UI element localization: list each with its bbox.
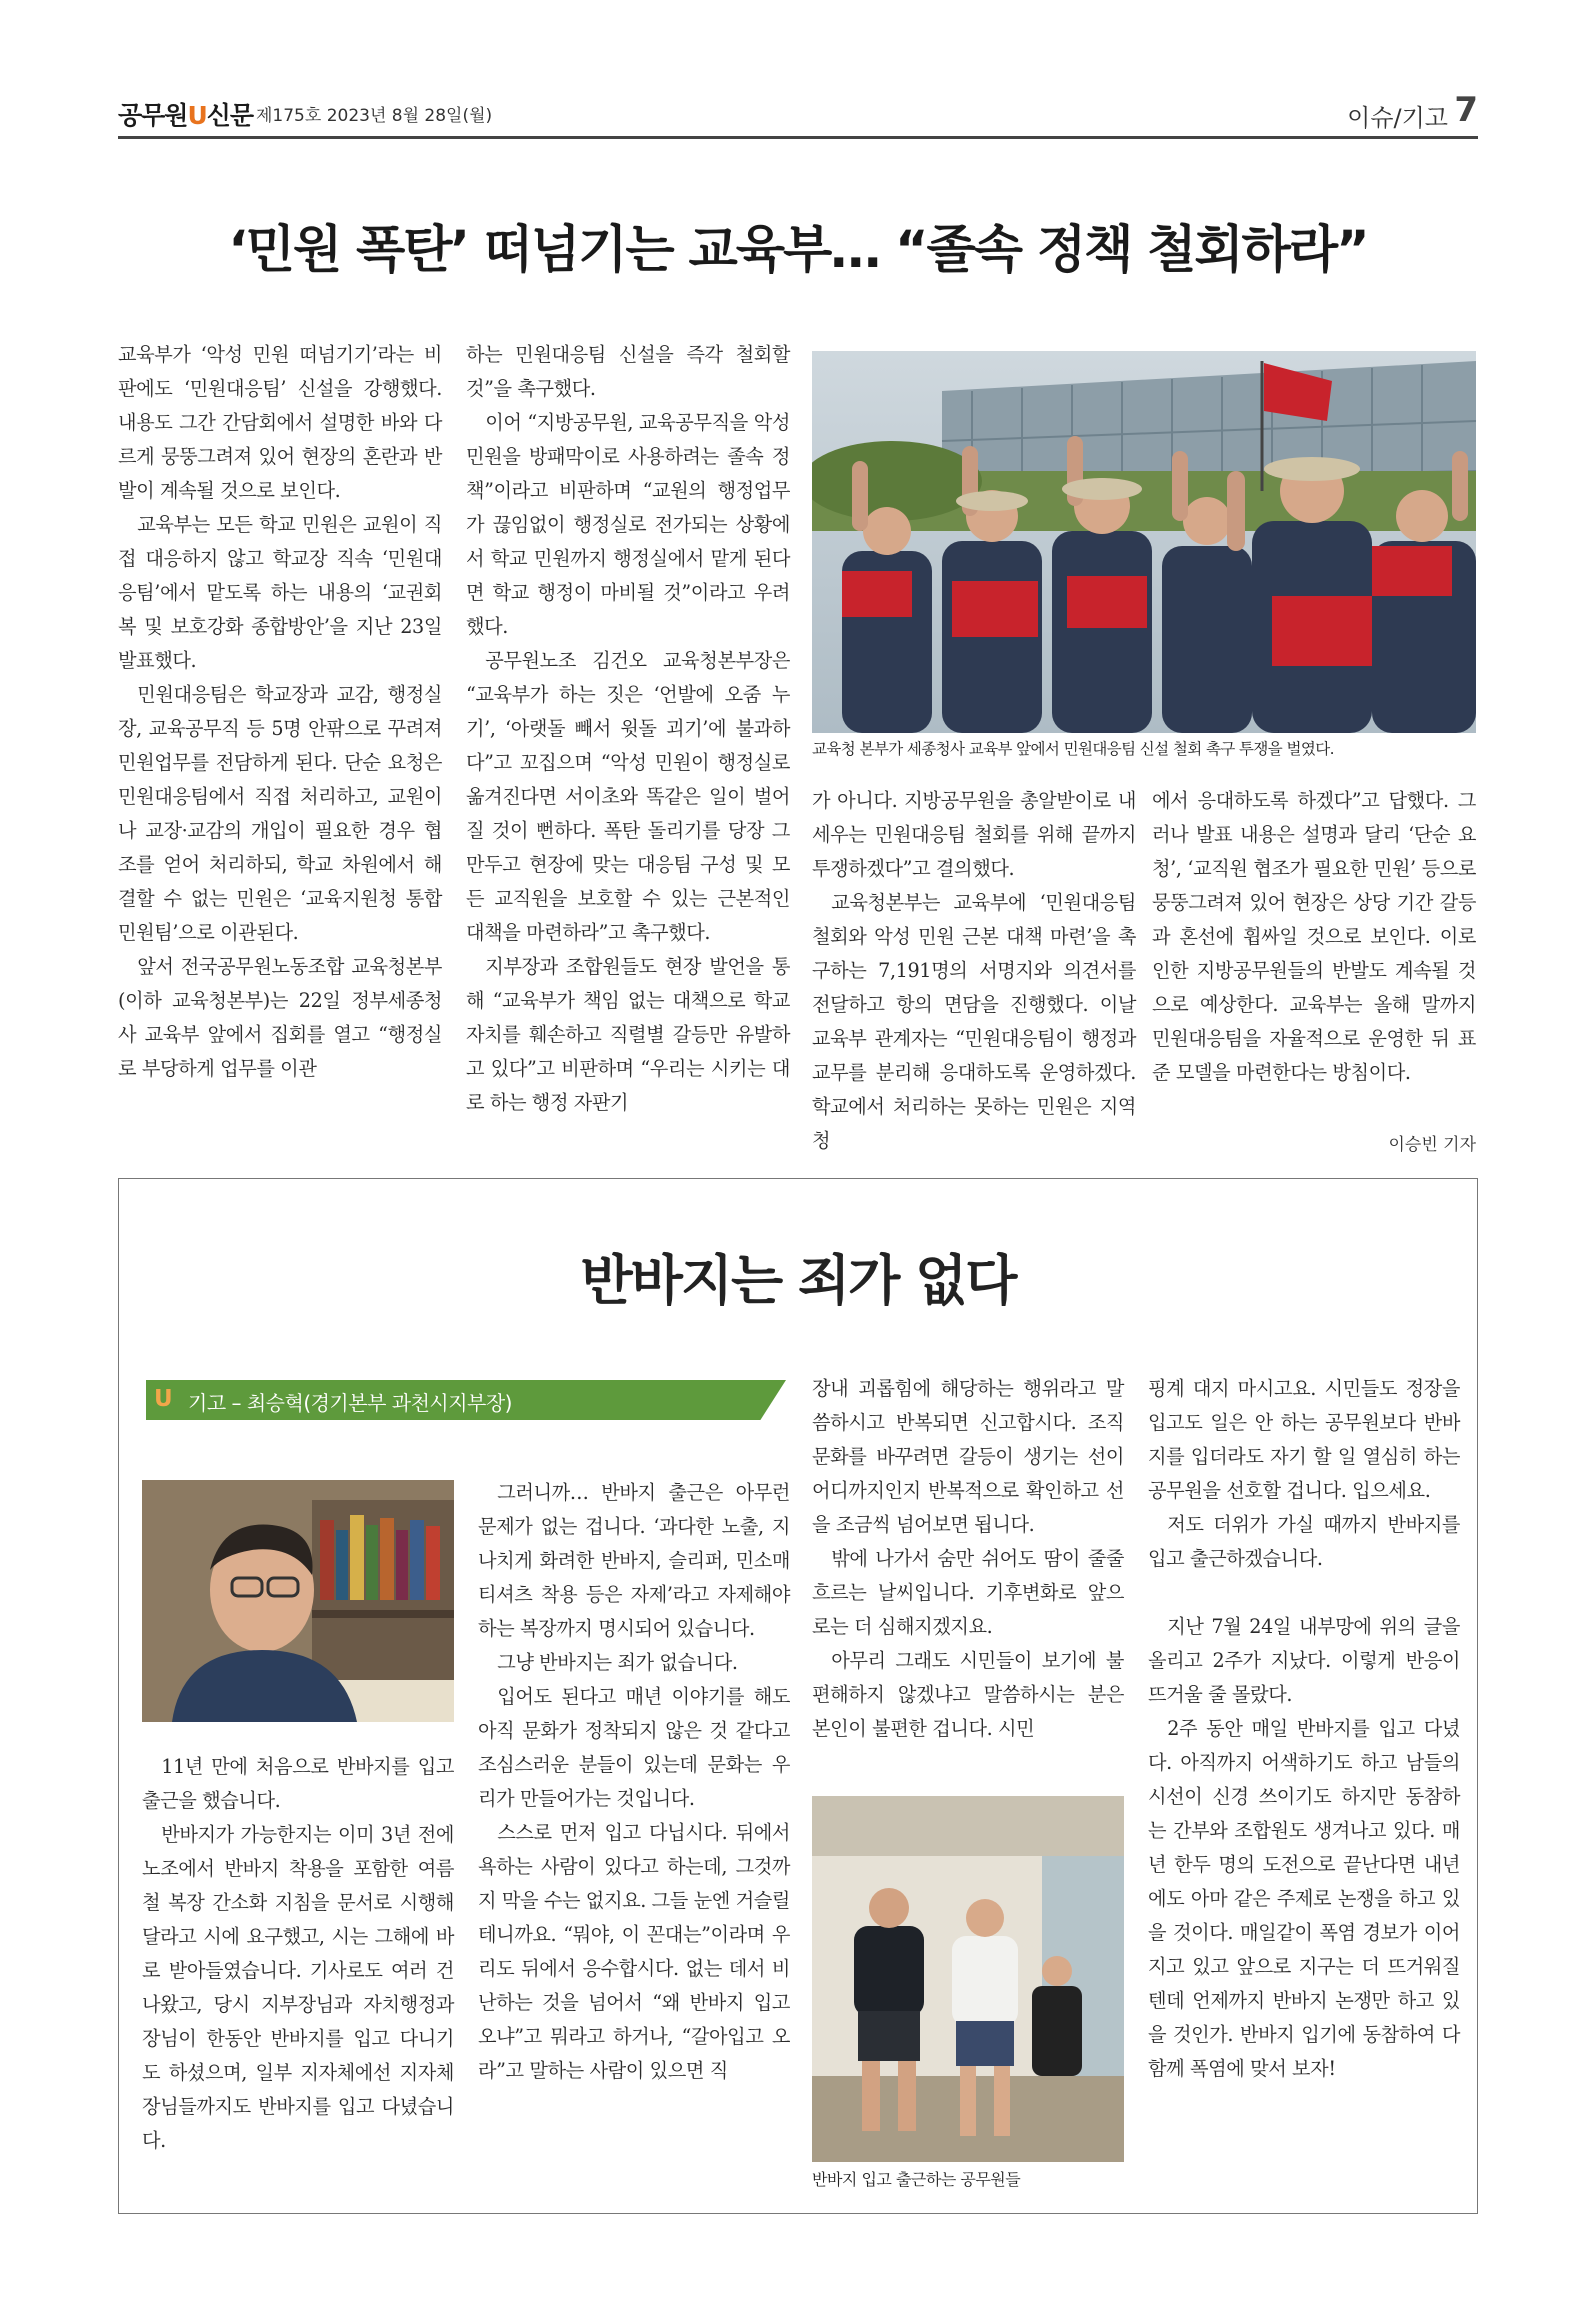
article2-column-2	[478, 1476, 790, 2088]
logo-u-icon: U	[187, 101, 207, 130]
article1-column-2	[466, 338, 790, 1120]
masthead	[118, 90, 1478, 136]
paragraph: 에서 응대하도록 하겠다”고 답했다. 그러나 발표 내용은 설명과 달리 ‘단순 요청’, ‘교직원 협조가 필요한 민원’ 등으로 뭉뚱그려져 있어 현장은 상당 기간 갈등과 혼선에 휩싸일 것으로 보인다. 이로 인한 지방공무원들의 반발도 계속될 것으로 예상한다. 교육부는 올해 말까지 민원대응팀을 자율적으로 운영한 뒤 표준 모델을 마련한다는 방침이다.	[1152, 789, 1476, 1084]
paragraph: 장내 괴롭힘에 해당하는 행위라고 말씀하시고 반복되면 신고합시다. 조직 문화를 바꾸려면 갈등이 생기는 선이 어디까지인지 반복적으로 확인하고 선을 조금씩 넘어보면 됩니다.	[812, 1377, 1124, 1536]
paragraph: 스스로 먼저 입고 다닙시다. 뒤에서 욕하는 사람이 있다고 하는데, 그것까지 막을 수는 없지요. 그들 눈엔 거슬릴 테니까요. “뭐야, 이 꼰대는”이라며 우리도 뒤에서 응수합시다. 없는 데서 비난하는 것을 넘어서 “왜 반바지 입고 오냐”고 뭐라고 하거나, “갈아입고 오라”고 말하는 사람이 있으면 직	[478, 1821, 790, 2082]
contributor-banner	[146, 1380, 786, 1420]
shorts-photo-caption: 반바지 입고 출근하는 공무원들	[812, 2170, 1021, 2189]
article1-column-4	[1152, 784, 1476, 1090]
contributor-label: 기고 – 최승혁(경기본부 과천시지부장)	[188, 1391, 512, 1415]
paragraph: 핑계 대지 마시고요. 시민들도 정장을 입고도 일은 안 하는 공무원보다 반바지를 입더라도 자기 할 일 열심히 하는 공무원을 선호할 겁니다. 입으세요.	[1148, 1377, 1460, 1502]
protest-photo-image	[812, 351, 1476, 733]
paragraph: 반바지가 가능한지는 이미 3년 전에 노조에서 반바지 착용을 포함한 여름철 복장 간소화 지침을 문서로 시행해달라고 시에 요구했고, 시는 그해에 바로 받아들였습니다. 기사로도 여러 건 나왔고, 당시 지부장님과 자치행정과장님이 한동안 반바지를 입고 다니기도 하셨으며, 일부 지자체에선 지자체장님들까지도 반바지를 입고 다녔습니다.	[142, 1823, 454, 2152]
section-name: 이슈/기고	[1347, 104, 1448, 132]
author-photo	[142, 1480, 454, 1722]
paragraph: 지부장과 조합원들도 현장 발언을 통해 “교육부가 책임 없는 대책으로 학교 자치를 훼손하고 직렬별 갈등만 유발하고 있다”고 비판하며 “우리는 시키는 대로 하는 행정 자판기	[466, 955, 790, 1114]
paragraph: 하는 민원대응팀 신설을 즉각 철회할 것”을 촉구했다.	[466, 343, 790, 400]
article2-headline: 반바지는 죄가 없다	[580, 1248, 1016, 1312]
paragraph: 교육부가 ‘악성 민원 떠넘기기’라는 비판에도 ‘민원대응팀’ 신설을 강행했다. 내용도 그간 간담회에서 설명한 바와 다르게 뭉뚱그려져 있어 현장의 혼란과 반발이 계속될 것으로 보인다.	[118, 343, 442, 502]
masthead-rule	[118, 136, 1478, 139]
article2-column-1	[142, 1750, 454, 2158]
article2-column-3	[812, 1372, 1124, 1746]
shorts-photo	[812, 1796, 1124, 2162]
paragraph: 앞서 전국공무원노동조합 교육청본부(이하 교육청본부)는 22일 정부세종청사 교육부 앞에서 집회를 열고 “행정실로 부당하게 업무를 이관	[118, 955, 442, 1080]
article2-column-4	[1148, 1372, 1460, 1576]
article1-byline: 이승빈 기자	[1388, 1135, 1476, 1155]
article1-column-3	[812, 784, 1136, 1158]
paragraph: 입어도 된다고 매년 이야기를 해도 아직 문화가 정착되지 않은 것 같다고 조심스러운 분들이 있는데 문화는 우리가 만들어가는 것입니다.	[478, 1685, 790, 1810]
paragraph: 밖에 나가서 숨만 쉬어도 땀이 줄줄 흐르는 날씨입니다. 기후변화로 앞으로는 더 심해지겠지요.	[812, 1547, 1124, 1638]
author-photo-image	[142, 1480, 454, 1722]
paragraph: 그러니까… 반바지 출근은 아무런 문제가 없는 겁니다. ‘과다한 노출, 지나치게 화려한 반바지, 슬리퍼, 민소매 티셔츠 착용 등은 자제’라고 자제해야 하는 복장까지 명시되어 있습니다.	[478, 1481, 790, 1640]
article2-column-4-afterword	[1148, 1610, 1460, 2086]
issue-info: 제175호 2023년 8월 28일(월)	[256, 106, 493, 126]
paragraph: 공무원노조 김건오 교육청본부장은 “교육부가 하는 짓은 ‘언발에 오줌 누기’, ‘아랫돌 빼서 윗돌 괴기’에 불과하다”고 꼬집으며 “악성 민원이 행정실로 옮겨진다면 서이초와 똑같은 일이 벌어질 것이 뻔하다. 폭탄 돌리기를 당장 그만두고 현장에 맞는 대응팀 구성 및 모든 교직원을 보호할 수 있는 근본적인 대책을 마련하라”고 촉구했다.	[466, 649, 790, 944]
protest-photo	[812, 351, 1476, 733]
paragraph: 교육청본부는 교육부에 ‘민원대응팀 철회와 악성 민원 근본 대책 마련’을 촉구하는 7,191명의 서명지와 의견서를 전달하고 항의 면담을 진행했다. 이날 교육부 관계자는 “민원대응팀이 행정과 교무를 분리해 응대하도록 운영하겠다. 학교에서 처리하는 못하는 민원은 지역청	[812, 891, 1136, 1152]
paragraph: 가 아니다. 지방공무원을 총알받이로 내세우는 민원대응팀 철회를 위해 끝까지 투쟁하겠다”고 결의했다.	[812, 789, 1136, 880]
article1-headline: ‘민원 폭탄’ 떠넘기는 교육부… “졸속 정책 철회하라”	[228, 221, 1368, 280]
contributor-logo-icon: U	[154, 1386, 173, 1412]
paragraph: 지난 7월 24일 내부망에 위의 글을 올리고 2주가 지났다. 이렇게 반응이 뜨거울 줄 몰랐다.	[1148, 1615, 1460, 1706]
shorts-photo-image	[812, 1796, 1124, 2162]
logo-text-pre: 공무원	[118, 101, 188, 130]
article1-column-1	[118, 338, 442, 1086]
paragraph: 아무리 그래도 시민들이 보기에 불편해하지 않겠냐고 말씀하시는 분은 본인이 불편한 겁니다. 시민	[812, 1649, 1124, 1740]
paragraph: 민원대응팀은 학교장과 교감, 행정실장, 교육공무직 등 5명 안팎으로 꾸려져 민원업무를 전담하게 된다. 단순 요청은 민원대응팀에서 직접 처리하고, 교원이나 교장·교감의 개입이 필요한 경우 협조를 얻어 처리하되, 학교 차원에서 해결할 수 없는 민원은 ‘교육지원청 통합민원팀’으로 이관된다.	[118, 683, 442, 944]
paragraph: 2주 동안 매일 반바지를 입고 다녔다. 아직까지 어색하기도 하고 남들의 시선이 신경 쓰이기도 하지만 동참하는 간부와 조합원도 생겨나고 있다. 매년 한두 명의 도전으로 끝난다면 내년에도 아마 같은 주제로 논쟁을 하고 있을 것이다. 매일같이 폭염 경보가 이어지고 있고 앞으로 지구는 더 뜨거워질 텐데 언제까지 반바지 논쟁만 하고 있을 것인가. 반바지 입기에 동참하여 다 함께 폭염에 맞서 보자!	[1148, 1717, 1460, 2080]
protest-photo-caption: 교육청 본부가 세종청사 교육부 앞에서 민원대응팀 신설 철회 촉구 투쟁을 벌였다.	[812, 740, 1334, 758]
page-number: 7	[1454, 90, 1478, 130]
paragraph: 11년 만에 처음으로 반바지를 입고 출근을 했습니다.	[142, 1755, 454, 1812]
paragraph: 그냥 반바지는 죄가 없습니다.	[497, 1651, 738, 1674]
paragraph: 저도 더위가 가실 때까지 반바지를 입고 출근하겠습니다.	[1148, 1513, 1460, 1570]
newspaper-logo[interactable]	[118, 96, 253, 132]
paragraph: 이어 “지방공무원, 교육공무직을 악성 민원을 방패막이로 사용하려는 졸속 정책”이라고 비판하며 “교원의 행정업무가 끊임없이 행정실로 전가되는 상황에서 학교 민원까지 행정실에서 맡게 된다면 학교 행정이 마비될 것”이라고 우려했다.	[466, 411, 790, 638]
logo-text-post: 신문	[206, 101, 254, 130]
paragraph: 교육부는 모든 학교 민원은 교원이 직접 대응하지 않고 학교장 직속 ‘민원대응팀’에서 맡도록 하는 내용의 ‘교권회복 및 보호강화 종합방안’을 지난 23일 발표했다.	[118, 513, 442, 672]
